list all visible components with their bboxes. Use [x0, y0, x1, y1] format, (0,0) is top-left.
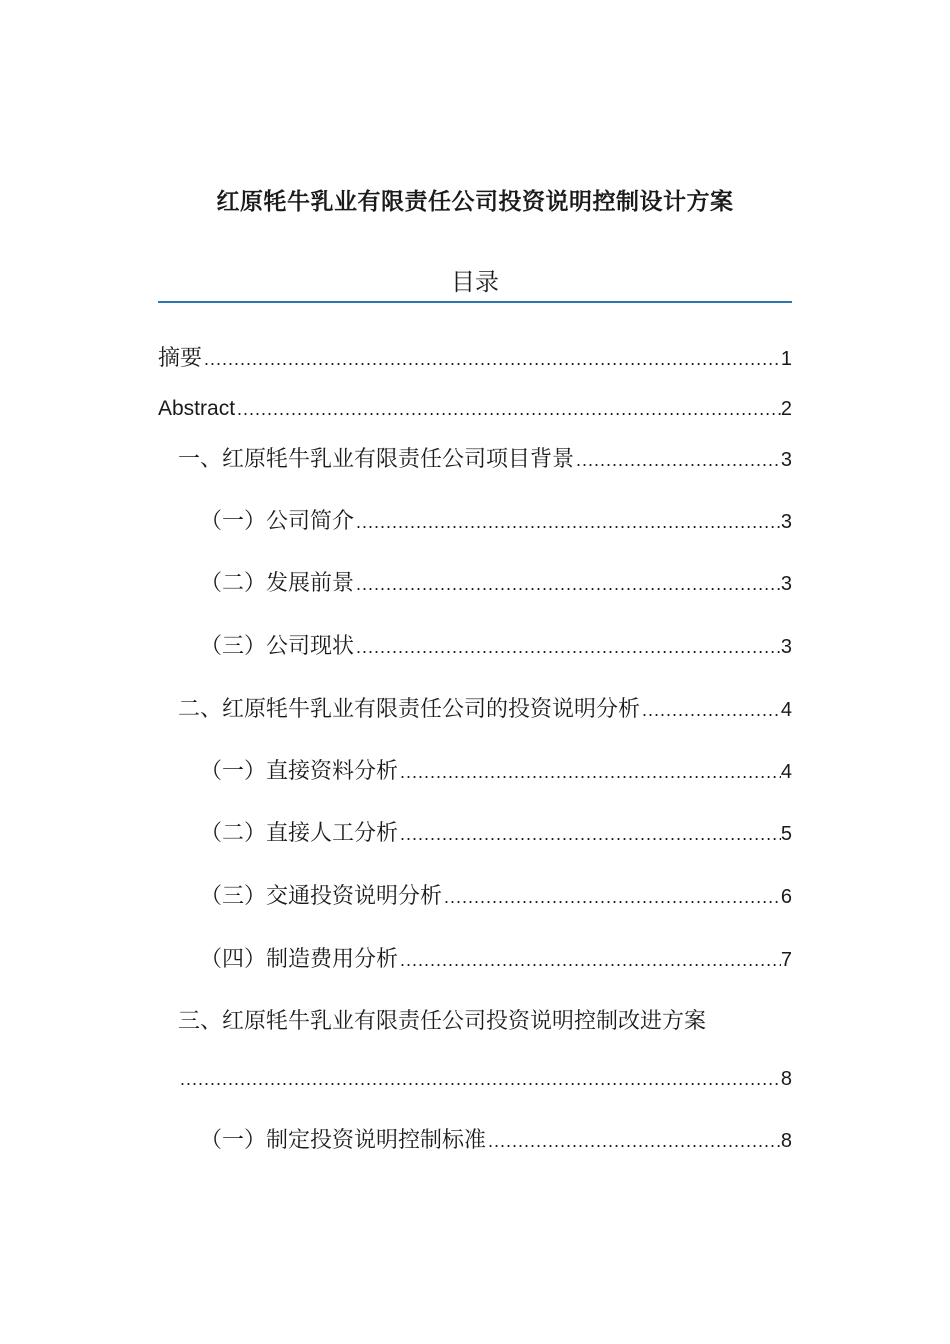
toc-heading: 目录 [451, 268, 499, 296]
toc-entry-label: （一）制定投资说明控制标准 [200, 1128, 487, 1153]
toc-page-number: 3 [780, 449, 792, 471]
toc-page-number: 3 [780, 511, 792, 533]
toc-page-number: 1 [780, 348, 792, 370]
toc-entry-label: （三）交通投资说明分析 [200, 884, 443, 909]
toc-leader-dots [354, 632, 781, 662]
toc-entry-label: （二）直接人工分析 [200, 821, 399, 846]
toc-entry-section-1[interactable] [178, 445, 792, 475]
toc-entry-section-2-1[interactable] [200, 757, 792, 787]
toc-entry-section-3-continuation[interactable] [178, 1064, 792, 1094]
toc-leader-dots [178, 1064, 781, 1094]
toc-entry-abstract-cn[interactable] [158, 344, 792, 374]
toc-divider [158, 301, 792, 303]
toc-leader-dots [398, 819, 781, 849]
toc-entry-section-3-1[interactable] [200, 1126, 792, 1156]
toc-entry-label: Abstract [158, 397, 236, 420]
toc-entry-section-3-label[interactable]: 三、红原牦牛乳业有限责任公司投资说明控制改进方案 [178, 1009, 707, 1034]
toc-leader-dots [442, 882, 781, 912]
toc-entry-label: （一）直接资料分析 [200, 759, 399, 784]
toc-entry-section-2-4[interactable] [200, 945, 792, 975]
toc-page-number: 4 [780, 761, 792, 783]
toc-page-number: 6 [780, 886, 792, 908]
toc-leader-dots [202, 344, 781, 374]
toc-leader-dots [398, 945, 781, 975]
toc-entry-label: （二）发展前景 [200, 571, 355, 596]
toc-entry-section-2[interactable] [178, 695, 792, 725]
toc-entry-section-1-3[interactable] [200, 632, 792, 662]
toc-leader-dots [235, 394, 781, 424]
toc-entry-label: （一）公司简介 [200, 509, 355, 534]
toc-entry-label: （三）公司现状 [200, 634, 355, 659]
toc-page-number: 4 [780, 699, 792, 721]
toc-leader-dots [354, 507, 781, 537]
toc-page-number: 3 [780, 636, 792, 658]
toc-entry-label: 一、红原牦牛乳业有限责任公司项目背景 [178, 447, 575, 472]
toc-page-number: 5 [780, 823, 792, 845]
toc-entry-label: （四）制造费用分析 [200, 947, 399, 972]
toc-leader-dots [354, 569, 781, 599]
toc-page-number: 8 [780, 1068, 792, 1090]
toc-leader-dots [486, 1126, 781, 1156]
toc-leader-dots [640, 695, 781, 725]
toc-entry-section-2-3[interactable] [200, 882, 792, 912]
document-title: 红原牦牛乳业有限责任公司投资说明控制设计方案 [216, 189, 734, 215]
toc-entry-abstract-en[interactable] [158, 394, 792, 424]
toc-page-number: 8 [780, 1130, 792, 1152]
toc-page-number: 2 [780, 398, 792, 420]
toc-entry-label: 二、红原牦牛乳业有限责任公司的投资说明分析 [178, 697, 641, 722]
toc-leader-dots [574, 445, 781, 475]
toc-page-number: 3 [780, 573, 792, 595]
toc-entry-section-2-2[interactable] [200, 819, 792, 849]
toc-entry-section-1-1[interactable] [200, 507, 792, 537]
toc-page-number: 7 [780, 949, 792, 971]
toc-leader-dots [398, 757, 781, 787]
toc-entry-label: 摘要 [158, 346, 203, 371]
toc-entry-section-1-2[interactable] [200, 569, 792, 599]
